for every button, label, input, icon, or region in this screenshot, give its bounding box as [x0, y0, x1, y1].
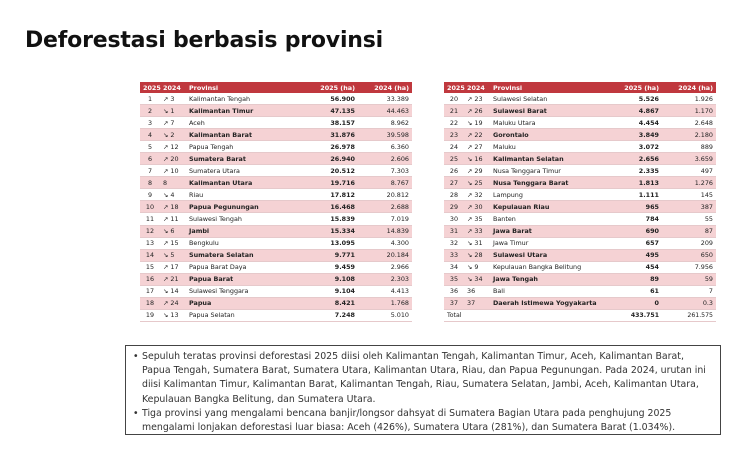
header-rank-2024: 2024 [464, 82, 490, 93]
rank-2025: 21 [444, 105, 464, 117]
ha-2024: 44.463 [358, 105, 412, 117]
header-ha-2025: 2025 (ha) [606, 82, 662, 93]
table-row [140, 117, 412, 129]
rank-2024: ↗ 27 [464, 141, 490, 153]
total-2025: 433.751 [606, 309, 662, 321]
ha-2025: 454 [606, 261, 662, 273]
ha-2024: 4.300 [358, 237, 412, 249]
rank-2025: 30 [444, 213, 464, 225]
ha-2025: 61 [606, 285, 662, 297]
ha-2025: 9.108 [302, 273, 358, 285]
rank-2024: ↘ 16 [464, 153, 490, 165]
ha-2024: 5.010 [358, 309, 412, 321]
rank-2025: 3 [140, 117, 160, 129]
ha-2025: 47.135 [302, 105, 358, 117]
rank-2024: ↘ 13 [160, 309, 186, 321]
rank-2025: 24 [444, 141, 464, 153]
rank-2025: 35 [444, 273, 464, 285]
province-name: Papua Pegunungan [186, 201, 302, 213]
ha-2025: 19.716 [302, 177, 358, 189]
ha-2025: 657 [606, 237, 662, 249]
ha-2025: 9.771 [302, 249, 358, 261]
note-item: • Tiga provinsi yang mengalami bencana banjir/longsor dahsyat di Sumatera Bagian Utara pada penghujung 2025 mengalami lonjakan deforestasi luar biasa: Aceh (426%), Sumatera Utara (281%), dan Sumatera Barat (1.034%). [142, 407, 714, 435]
rank-2025: 10 [140, 201, 160, 213]
rank-2024: ↘ 31 [464, 237, 490, 249]
rank-2025: 28 [444, 189, 464, 201]
rank-2025: 34 [444, 261, 464, 273]
ha-2025: 17.812 [302, 189, 358, 201]
notes-box [125, 345, 721, 435]
rank-2024: ↘ 34 [464, 273, 490, 285]
province-name: Sumatera Utara [186, 165, 302, 177]
table-row [444, 261, 716, 273]
province-name: Aceh [186, 117, 302, 129]
ha-2025: 26.978 [302, 141, 358, 153]
province-name: Lampung [490, 189, 606, 201]
rank-2024: ↘ 1 [160, 105, 186, 117]
rank-2025: 7 [140, 165, 160, 177]
ha-2024: 1.926 [662, 93, 716, 105]
rank-2025: 14 [140, 249, 160, 261]
table-row [444, 153, 716, 165]
rank-2025: 13 [140, 237, 160, 249]
province-name: Jawa Timur [490, 237, 606, 249]
header-rank-2025: 2025 [140, 82, 160, 93]
header-ha-2024: 2024 (ha) [662, 82, 716, 93]
province-name: Kalimantan Selatan [490, 153, 606, 165]
table-row [444, 201, 716, 213]
rank-2025: 9 [140, 189, 160, 201]
rank-2024: ↗ 21 [160, 273, 186, 285]
rank-2024: ↘ 6 [160, 225, 186, 237]
table-row [140, 249, 412, 261]
ha-2025: 3.849 [606, 129, 662, 141]
ha-2025: 16.468 [302, 201, 358, 213]
rank-2025: 19 [140, 309, 160, 321]
rank-2025: 8 [140, 177, 160, 189]
table-row [140, 105, 412, 117]
rank-2025: 4 [140, 129, 160, 141]
province-name: Papua Barat Daya [186, 261, 302, 273]
rank-2024: 37 [464, 297, 490, 309]
ha-2025: 1.813 [606, 177, 662, 189]
table-row [140, 189, 412, 201]
table-row [444, 189, 716, 201]
table-row [444, 177, 716, 189]
table-row [140, 297, 412, 309]
rank-2025: 27 [444, 177, 464, 189]
province-name: Kalimantan Tengah [186, 93, 302, 105]
table-row [140, 129, 412, 141]
table-row [444, 105, 716, 117]
ha-2025: 15.839 [302, 213, 358, 225]
ha-2024: 1.170 [662, 105, 716, 117]
province-table-right [444, 82, 716, 322]
ha-2024: 889 [662, 141, 716, 153]
ha-2024: 14.839 [358, 225, 412, 237]
ha-2024: 8.767 [358, 177, 412, 189]
ha-2024: 1.276 [662, 177, 716, 189]
province-name: Kalimantan Timur [186, 105, 302, 117]
rank-2025: 31 [444, 225, 464, 237]
header-rank-2025: 2025 [444, 82, 464, 93]
ha-2024: 7.956 [662, 261, 716, 273]
province-name: Kepulauan Bangka Belitung [490, 261, 606, 273]
ha-2025: 784 [606, 213, 662, 225]
ha-2024: 2.606 [358, 153, 412, 165]
ha-2025: 38.157 [302, 117, 358, 129]
province-name: Sumatera Selatan [186, 249, 302, 261]
rank-2025: 36 [444, 285, 464, 297]
ha-2024: 387 [662, 201, 716, 213]
rank-2025: 1 [140, 93, 160, 105]
rank-2024: ↘ 4 [160, 189, 186, 201]
ha-2025: 5.526 [606, 93, 662, 105]
ha-2024: 39.598 [358, 129, 412, 141]
province-name: Jawa Tengah [490, 273, 606, 285]
rank-2025: 33 [444, 249, 464, 261]
ha-2024: 59 [662, 273, 716, 285]
province-name: Maluku [490, 141, 606, 153]
ha-2024: 7.303 [358, 165, 412, 177]
ha-2025: 0 [606, 297, 662, 309]
header-rank-2024: 2024 [160, 82, 186, 93]
rank-2025: 18 [140, 297, 160, 309]
ha-2025: 20.512 [302, 165, 358, 177]
rank-2024: ↗ 29 [464, 165, 490, 177]
table-row [140, 177, 412, 189]
ha-2024: 2.966 [358, 261, 412, 273]
province-name: Riau [186, 189, 302, 201]
province-table-left [140, 82, 412, 322]
header-province: Provinsi [490, 82, 606, 93]
rank-2025: 16 [140, 273, 160, 285]
table-row [444, 285, 716, 297]
table-header-row [140, 82, 412, 93]
note-item: • Sepuluh teratas provinsi deforestasi 2025 diisi oleh Kalimantan Tengah, Kalimantan Timur, Aceh, Kalimantan Barat, Papua Tengah, Sumatera Barat, Sumatera Utara, Kalimantan Utara, Riau, dan Papua Pegunungan. Pada 2024, urutan ini diisi Kalimantan Timur, Kalimantan Barat, Kalimantan Tengah, Riau, Sumatera Selatan, Jambi, Aceh, Kalimantan Utara, Kepulauan Bangka Belitung, dan Sumatera Utara. [142, 350, 714, 407]
ha-2024: 8.962 [358, 117, 412, 129]
ha-2024: 0.3 [662, 297, 716, 309]
ha-2024: 20.812 [358, 189, 412, 201]
province-name: Bali [490, 285, 606, 297]
rank-2025: 23 [444, 129, 464, 141]
rank-2024: ↘ 25 [464, 177, 490, 189]
province-name: Sulawesi Selatan [490, 93, 606, 105]
total-2024: 261.575 [662, 309, 716, 321]
table-row [140, 201, 412, 213]
rank-2025: 15 [140, 261, 160, 273]
province-name: Papua [186, 297, 302, 309]
table-row [140, 213, 412, 225]
table-row [140, 141, 412, 153]
ha-2025: 7.248 [302, 309, 358, 321]
rank-2024: ↘ 19 [464, 117, 490, 129]
ha-2025: 1.111 [606, 189, 662, 201]
rank-2025: 2 [140, 105, 160, 117]
table-row [140, 273, 412, 285]
ha-2024: 4.413 [358, 285, 412, 297]
table-row [444, 141, 716, 153]
rank-2025: 12 [140, 225, 160, 237]
rank-2024: ↘ 5 [160, 249, 186, 261]
rank-2024: ↗ 10 [160, 165, 186, 177]
rank-2024: ↗ 33 [464, 225, 490, 237]
rank-2024: ↗ 26 [464, 105, 490, 117]
header-province: Provinsi [186, 82, 302, 93]
rank-2024: ↗ 20 [160, 153, 186, 165]
rank-2024: ↗ 11 [160, 213, 186, 225]
table-row [444, 213, 716, 225]
province-name: Nusa Tenggara Timur [490, 165, 606, 177]
rank-2024: ↗ 12 [160, 141, 186, 153]
table-row [140, 237, 412, 249]
province-name: Banten [490, 213, 606, 225]
table-row [444, 165, 716, 177]
ha-2025: 4.867 [606, 105, 662, 117]
rank-2024: ↘ 9 [464, 261, 490, 273]
rank-2025: 11 [140, 213, 160, 225]
ha-2024: 7 [662, 285, 716, 297]
ha-2024: 3.659 [662, 153, 716, 165]
province-name: Kalimantan Barat [186, 129, 302, 141]
table-row [444, 249, 716, 261]
ha-2024: 2.303 [358, 273, 412, 285]
ha-2025: 965 [606, 201, 662, 213]
ha-2024: 55 [662, 213, 716, 225]
rank-2024: 36 [464, 285, 490, 297]
ha-2025: 4.454 [606, 117, 662, 129]
ha-2024: 497 [662, 165, 716, 177]
province-name: Sumatera Barat [186, 153, 302, 165]
ha-2025: 89 [606, 273, 662, 285]
ha-2025: 2.656 [606, 153, 662, 165]
ha-2024: 6.360 [358, 141, 412, 153]
rank-2024: ↗ 22 [464, 129, 490, 141]
table-row [140, 93, 412, 105]
rank-2024: ↘ 2 [160, 129, 186, 141]
rank-2025: 17 [140, 285, 160, 297]
rank-2024: ↗ 18 [160, 201, 186, 213]
ha-2025: 8.421 [302, 297, 358, 309]
header-ha-2024: 2024 (ha) [358, 82, 412, 93]
province-name: Jambi [186, 225, 302, 237]
table-row [140, 285, 412, 297]
ha-2024: 2.648 [662, 117, 716, 129]
rank-2025: 25 [444, 153, 464, 165]
rank-2024: ↗ 35 [464, 213, 490, 225]
rank-2024: ↗ 17 [160, 261, 186, 273]
ha-2024: 1.768 [358, 297, 412, 309]
ha-2025: 3.072 [606, 141, 662, 153]
province-name: Sulawesi Barat [490, 105, 606, 117]
ha-2025: 31.876 [302, 129, 358, 141]
ha-2025: 13.095 [302, 237, 358, 249]
ha-2025: 15.334 [302, 225, 358, 237]
page-title: Deforestasi berbasis provinsi [25, 28, 383, 53]
table-row [444, 237, 716, 249]
table-row [140, 225, 412, 237]
rank-2024: ↗ 32 [464, 189, 490, 201]
ha-2024: 209 [662, 237, 716, 249]
rank-2024: ↗ 7 [160, 117, 186, 129]
ha-2025: 690 [606, 225, 662, 237]
ha-2024: 20.184 [358, 249, 412, 261]
ha-2025: 9.459 [302, 261, 358, 273]
table-row [444, 93, 716, 105]
header-ha-2025: 2025 (ha) [302, 82, 358, 93]
ha-2024: 2.180 [662, 129, 716, 141]
ha-2024: 650 [662, 249, 716, 261]
table-row [444, 129, 716, 141]
ha-2025: 2.335 [606, 165, 662, 177]
table-row [140, 153, 412, 165]
province-name: Sulawesi Tenggara [186, 285, 302, 297]
ha-2025: 26.940 [302, 153, 358, 165]
province-name: Papua Barat [186, 273, 302, 285]
province-name: Maluku Utara [490, 117, 606, 129]
rank-2025: 22 [444, 117, 464, 129]
province-name: Jawa Barat [490, 225, 606, 237]
table-row [140, 165, 412, 177]
table-row [140, 261, 412, 273]
rank-2024: ↘ 28 [464, 249, 490, 261]
ha-2025: 9.104 [302, 285, 358, 297]
ha-2024: 2.688 [358, 201, 412, 213]
ha-2024: 145 [662, 189, 716, 201]
province-name: Kalimantan Utara [186, 177, 302, 189]
table-header-row [444, 82, 716, 93]
province-name: Daerah Istimewa Yogyakarta [490, 297, 606, 309]
ha-2024: 7.019 [358, 213, 412, 225]
rank-2025: 6 [140, 153, 160, 165]
rank-2024: ↗ 24 [160, 297, 186, 309]
rank-2024: 8 [160, 177, 186, 189]
table-row [444, 117, 716, 129]
province-name: Papua Selatan [186, 309, 302, 321]
total-label: Total [444, 309, 606, 321]
province-name: Gorontalo [490, 129, 606, 141]
province-name: Kepulauan Riau [490, 201, 606, 213]
total-row [444, 309, 716, 321]
table-row [444, 273, 716, 285]
rank-2024: ↗ 30 [464, 201, 490, 213]
rank-2025: 37 [444, 297, 464, 309]
rank-2025: 26 [444, 165, 464, 177]
table-row [140, 309, 412, 321]
ha-2025: 56.900 [302, 93, 358, 105]
ha-2024: 87 [662, 225, 716, 237]
province-name: Bengkulu [186, 237, 302, 249]
rank-2025: 29 [444, 201, 464, 213]
province-name: Sulawesi Utara [490, 249, 606, 261]
rank-2025: 32 [444, 237, 464, 249]
rank-2024: ↗ 3 [160, 93, 186, 105]
ha-2025: 495 [606, 249, 662, 261]
province-name: Nusa Tenggara Barat [490, 177, 606, 189]
province-name: Papua Tengah [186, 141, 302, 153]
table-row [444, 297, 716, 309]
ha-2024: 33.389 [358, 93, 412, 105]
rank-2025: 20 [444, 93, 464, 105]
rank-2025: 5 [140, 141, 160, 153]
rank-2024: ↘ 14 [160, 285, 186, 297]
province-name: Sulawesi Tengah [186, 213, 302, 225]
rank-2024: ↗ 23 [464, 93, 490, 105]
table-row [444, 225, 716, 237]
rank-2024: ↗ 15 [160, 237, 186, 249]
